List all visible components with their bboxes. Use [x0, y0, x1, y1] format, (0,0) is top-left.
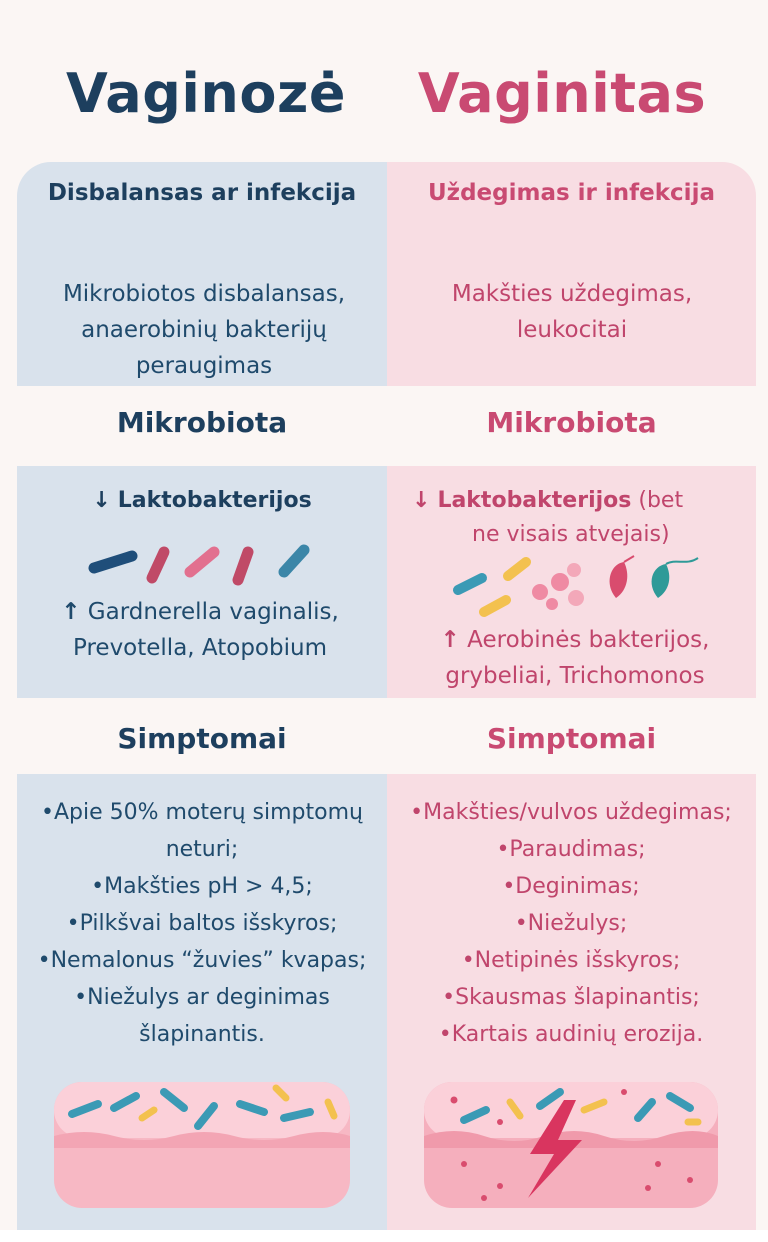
right-increase-organisms: Aerobinės bakterijos, grybeliai, Trichomonos: [445, 627, 710, 689]
up-arrow-icon: ↑: [440, 627, 460, 653]
list-item: •Makšties pH > 4,5;: [91, 874, 313, 899]
list-item: •Kartais audinių erozija.: [438, 1022, 704, 1047]
list-item: •Skausmas šlapinantis;: [442, 985, 700, 1010]
tissue-inflamed-icon: [424, 1078, 720, 1212]
right-definition-text: Makšties uždegimas, leukocitai: [451, 281, 693, 343]
bottom-strip: [0, 1230, 768, 1242]
left-increase-organisms: Gardnerella vaginalis, Prevotella, Atopobium: [73, 599, 339, 661]
list-item: •Niežulys;: [514, 911, 628, 936]
left-symptoms-list: [12, 794, 392, 1053]
left-lakto-label: Laktobakterijos: [117, 488, 312, 513]
list-item: •Paraudimas;: [496, 837, 646, 862]
title-vaginitas: Vaginitas: [417, 62, 707, 125]
right-mikrobiota-heading: Mikrobiota: [486, 406, 657, 439]
left-mikrobiota-heading: Mikrobiota: [116, 406, 288, 439]
list-item: •Makšties/vulvos uždegimas;: [410, 800, 732, 825]
right-lakto-note-2: ne visais atvejais): [472, 522, 670, 547]
right-symptoms-list: [386, 794, 756, 1053]
list-item: •Apie 50% moterų simptomų neturi;: [41, 800, 363, 862]
tissue-healthy-icon: [54, 1078, 354, 1212]
down-arrow-icon: ↓: [412, 488, 431, 513]
right-increase-text: [410, 622, 740, 694]
up-arrow-icon: ↑: [61, 599, 81, 625]
list-item: •Nemalonus “žuvies” kvapas;: [37, 948, 367, 973]
down-arrow-icon: ↓: [92, 488, 111, 513]
list-item: •Pilkšvai baltos išskyros;: [66, 911, 338, 936]
left-increase-text: [40, 594, 360, 666]
right-lakto-line: [412, 484, 742, 552]
left-definition-text: Mikrobiotos disbalansas, anaerobinių bakterijų peraugimas: [62, 281, 346, 379]
right-lakto-note: (bet: [638, 488, 684, 513]
left-definition-heading: Disbalansas ar infekcija: [47, 180, 357, 206]
right-lakto-label: Laktobakterijos: [437, 488, 632, 513]
title-vaginoze: Vaginozė: [65, 62, 347, 125]
rod-bacteria-icon: [80, 538, 330, 588]
list-item: •Netipinės išskyros;: [461, 948, 681, 973]
list-item: •Niežulys ar deginimas šlapinantis.: [74, 985, 330, 1047]
mixed-microbes-icon: [448, 554, 718, 624]
right-definition-heading: Uždegimas ir infekcija: [428, 180, 715, 206]
list-item: •Deginimas;: [502, 874, 640, 899]
left-simptomai-heading: Simptomai: [117, 722, 287, 755]
left-lakto-line: [17, 484, 387, 518]
right-simptomai-heading: Simptomai: [486, 722, 657, 755]
